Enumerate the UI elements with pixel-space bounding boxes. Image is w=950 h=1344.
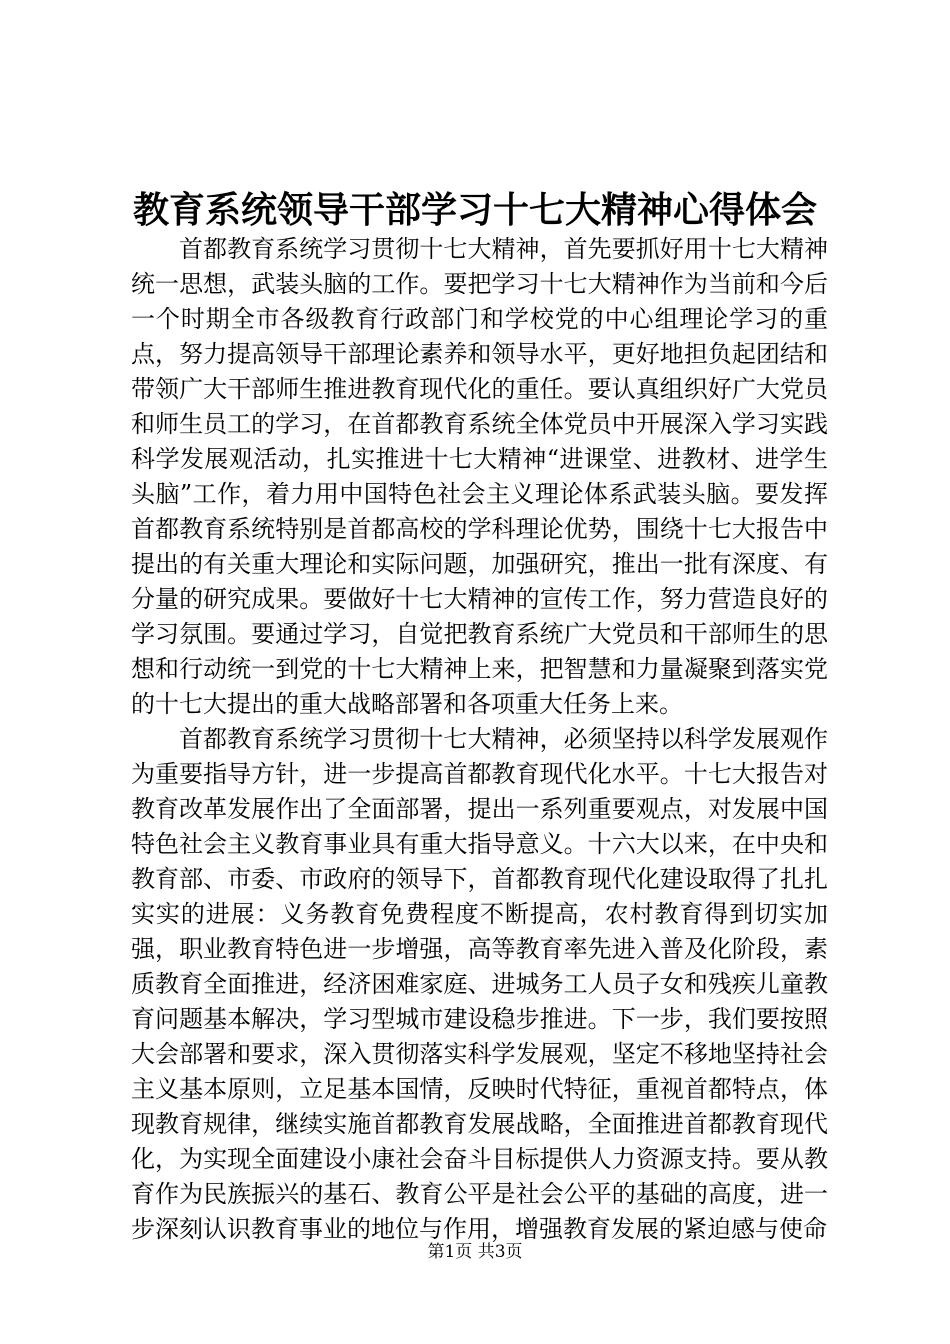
page-number: 第1页 共3页 <box>427 1242 523 1262</box>
paragraph: 首都教育系统学习贯彻十七大精神，首先要抓好用十七大精神统一思想，武装头脑的工作。要把学习十七大精神作为当前和今后一个时期全市各级教育行政部门和学校党的中心组理论学习的重点，努力提高领导干部理论素养和领导水平，更好地担负起团结和带领广大干部师生推进教育现代化的重任。要认真组织好广大党员和师生员工的学习，在首都教育系统全体党员中开展深入学习实践科学发展观活动，扎实推进十七大精神“进课堂、进教材、进学生头脑”工作，着力用中国特色社会主义理论体系武装头脑。要发挥首都教育系统特别是首都高校的学科理论优势，围绕十七大报告中提出的有关重大理论和实际问题，加强研究，推出一批有深度、有分量的研究成果。要做好十七大精神的宣传工作，努力营造良好的学习氛围。要通过学习，自觉把教育系统广大党员和干部师生的思想和行动统一到党的十七大精神上来，把智慧和力量凝聚到落实党的十七大提出的重大战略部署和各项重大任务上来。 <box>131 235 828 718</box>
document-body <box>131 232 828 1247</box>
paragraph: 首都教育系统学习贯彻十七大精神，必须坚持以科学发展观作为重要指导方针，进一步提高首都教育现代化水平。十七大报告对教育改革发展作出了全面部署，提出一系列重要观点，对发展中国特色社会主义教育事业具有重大指导意义。十六大以来，在中央和教育部、市委、市政府的领导下，首都教育现代化建设取得了扎扎实实的进展：义务教育免费程度不断提高，农村教育得到切实加强，职业教育特色进一步增强，高等教育率先进入普及化阶段，素质教育全面推进，经济困难家庭、进城务工人员子女和残疾儿童教育问题基本解决，学习型城市建设稳步推进。下一步，我们要按照大会部署和要求，深入贯彻落实科学发展观，坚定不移地坚持社会主义基本原则，立足基本国情，反映时代特征，重视首都特点，体现教育规律，继续实施首都教育发展战略，全面推进首都教育现代化，为实现全面建设小康社会奋斗目标提供人力资源支持。要从教育作为民族振兴的基石、教育公平是社会公平的基础的高度，进一步深刻认识教育事业的地位与作用，增强教育发展的紧迫感与使命 <box>131 725 828 1243</box>
document-title: 教育系统领导干部学习十七大精神心得体会 <box>132 189 817 231</box>
